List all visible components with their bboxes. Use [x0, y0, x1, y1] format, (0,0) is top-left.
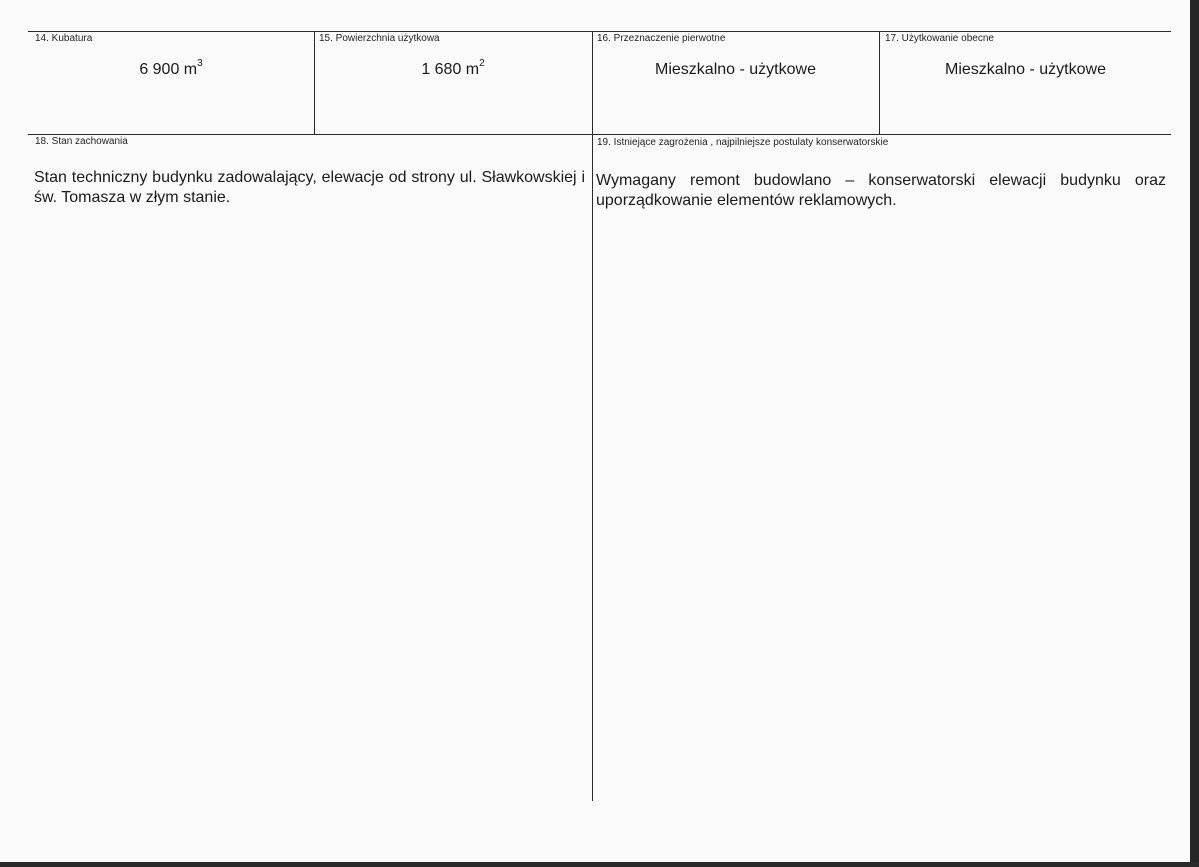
field-label-zagrozenia: 19. Istniejące zagrożenia , najpilniejsze postulaty konserwatorskie	[597, 137, 889, 148]
field-value-przeznaczenie: Mieszkalno - użytkowe	[655, 61, 816, 78]
field-value-uzytkowanie: Mieszkalno - użytkowe	[945, 61, 1106, 78]
powierzchnia-number: 1 680 m	[421, 61, 480, 78]
top-rule	[28, 31, 1171, 32]
field-value-powierzchnia	[314, 57, 592, 80]
divider-16-17	[879, 31, 880, 134]
field-value-kubatura	[28, 57, 314, 80]
scan-edge-right	[1190, 0, 1199, 867]
field-text-zagrozenia: Wymagany remont budowlano – konserwatorski elewacji budynku oraz uporządkowanie elementów reklamowych.	[596, 172, 1166, 209]
field-label-stan: 18. Stan zachowania	[35, 136, 128, 147]
scan-edge-bottom	[0, 862, 1199, 867]
divider-14-15	[314, 31, 315, 134]
kubatura-unit-exponent: 3	[197, 57, 203, 69]
field-label-przeznaczenie: 16. Przeznaczenie pierwotne	[597, 33, 726, 44]
field-label-kubatura: 14. Kubatura	[35, 33, 93, 44]
field-text-stan: Stan techniczny budynku zadowalający, elewacje od strony ul. Sławkowskiej i św. Tomasza w złym stanie.	[34, 169, 585, 206]
kubatura-number: 6 900 m	[139, 61, 198, 78]
middle-rule	[28, 134, 1171, 135]
field-label-uzytkowanie: 17. Użytkowanie obecne	[885, 33, 994, 44]
divider-16-main	[592, 31, 593, 801]
powierzchnia-unit-exponent: 2	[479, 57, 485, 69]
field-label-powierzchnia: 15. Powierzchnia użytkowa	[319, 33, 440, 44]
